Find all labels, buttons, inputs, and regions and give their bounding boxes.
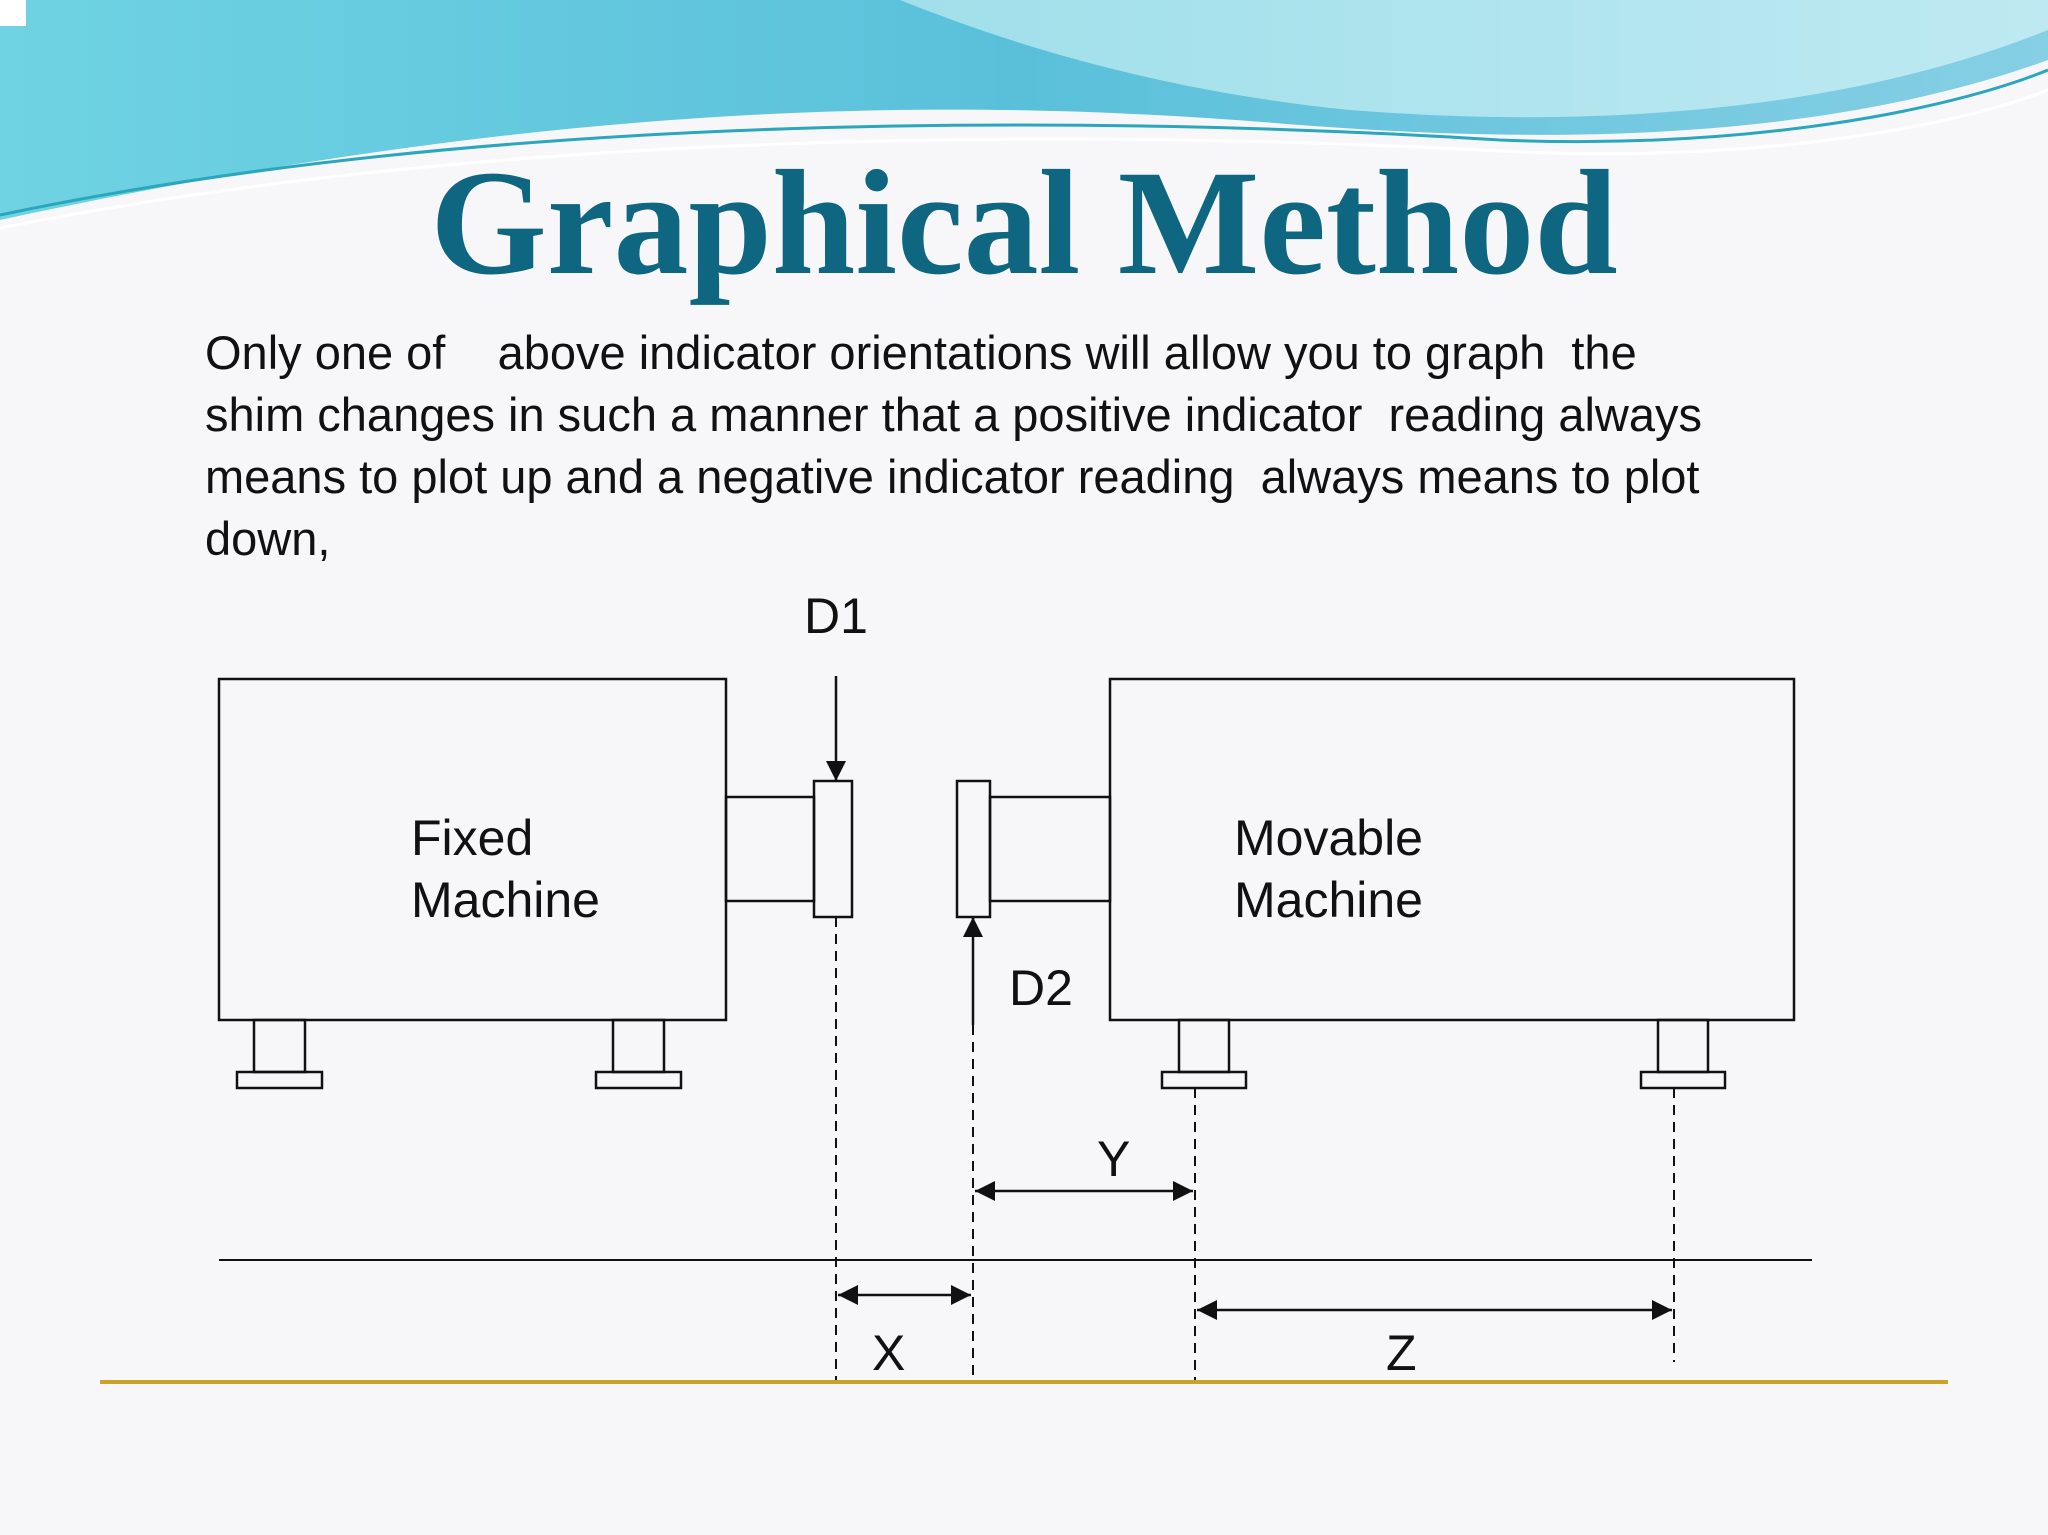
movable-foot-left	[1162, 1020, 1246, 1088]
movable-coupling-hub	[957, 781, 990, 917]
body-line: shim changes in such a manner that a positive indicator reading always	[205, 388, 1702, 441]
body-line: Only one of above indicator orientations will allow you to graph the	[205, 326, 1637, 379]
dimension-label-y: Y	[1097, 1131, 1131, 1187]
movable-machine-label-line2: Machine	[1234, 872, 1423, 928]
movable-machine-body	[1110, 679, 1794, 1020]
fixed-foot-right	[596, 1020, 681, 1088]
movable-shaft	[990, 797, 1110, 901]
fixed-foot-left	[237, 1020, 322, 1088]
d1-label: D1	[804, 588, 868, 644]
movable-machine-label	[1234, 807, 1423, 931]
fixed-machine-label-line1: Fixed	[411, 810, 534, 866]
fixed-coupling-hub	[814, 781, 852, 917]
fixed-shaft	[726, 797, 814, 901]
fixed-machine-label	[411, 807, 600, 931]
fixed-machine-label-line2: Machine	[411, 872, 600, 928]
body-line: down,	[205, 512, 331, 565]
body-line: means to plot up and a negative indicator reading always means to plot	[205, 450, 1700, 503]
slide-title: Graphical Method	[430, 140, 1618, 306]
movable-foot-right	[1641, 1020, 1725, 1088]
dimension-label-z: Z	[1386, 1325, 1417, 1381]
dimension-label-x: X	[872, 1325, 906, 1381]
movable-machine-label-line1: Movable	[1234, 810, 1423, 866]
d2-label: D2	[1009, 960, 1073, 1016]
